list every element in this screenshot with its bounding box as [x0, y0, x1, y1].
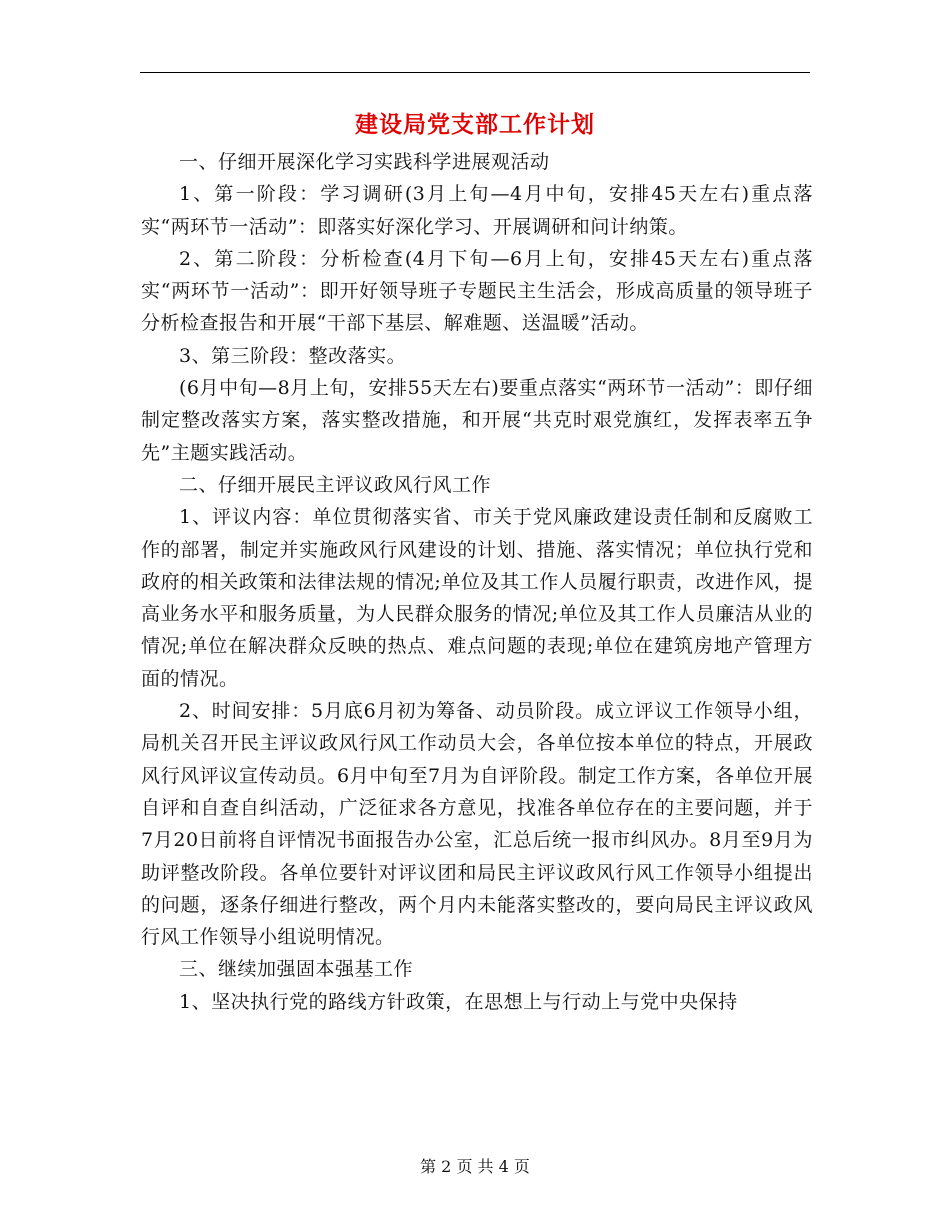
- page-number: 第 2 页 共 4 页: [420, 1157, 530, 1176]
- document-title: 建设局党支部工作计划: [355, 111, 595, 138]
- paragraph: (6月中旬—8月上旬，安排55天左右)要重点落实“两环节一活动”：即仔细制定整改落实方案，落实整改措施，和开展“共克时艰党旗红，发挥表率五争先”主题实践活动。: [141, 377, 813, 464]
- document-body: [141, 146, 813, 1018]
- paragraph: 2、第二阶段：分析检查(4月下旬—6月上旬，安排45天左右)重点落实“两环节一活动”：即开好领导班子专题民主生活会，形成高质量的领导班子分析检查报告和开展“干部下基层、解难题、送温暖”活动。: [141, 247, 813, 335]
- paragraph: 1、评议内容：单位贯彻落实省、市关于党风廉政建设责任制和反腐败工作的部署，制定并实施政风行风建设的计划、措施、落实情况；单位执行党和政府的相关政策和法律法规的情况;单位及其工作人员履行职责，改进作风，提高业务水平和服务质量，为人民群众服务的情况;单位及其工作人员廉洁从业的情况;单位在解决群众反映的热点、难点问题的表现;单位在建筑房地产管理方面的情况。: [141, 506, 813, 690]
- header-rule: [140, 72, 810, 73]
- section-heading-2: 二、仔细开展民主评议政风行风工作: [179, 473, 492, 496]
- section-heading-1: 一、仔细开展深化学习实践科学进展观活动: [179, 151, 550, 173]
- paragraph: 2、时间安排：5月底6月初为筹备、动员阶段。成立评议工作领导小组，局机关召开民主评议政风行风工作动员大会，各单位按本单位的特点，开展政风行风评议宣传动员。6月中旬至7月为自评阶段。制定工作方案，各单位开展自评和自查自纠活动，广泛征求各方意见，找准各单位存在的主要问题，并于7月20日前将自评情况书面报告办公室，汇总后统一报市纠风办。8月至9月为助评整改阶段。各单位要针对评议团和局民主评议政风行风工作领导小组提出的问题，逐条仔细进行整改，两个月内未能落实整改的，要向局民主评议政风行风工作领导小组说明情况。: [141, 700, 813, 949]
- section-heading-3: 三、继续加强固本强基工作: [179, 958, 414, 981]
- paragraph: 1、坚决执行党的路线方针政策，在思想上与行动上与党中央保持: [179, 990, 738, 1013]
- paragraph: 3、第三阶段：整改落实。: [179, 344, 407, 367]
- paragraph: 1、第一阶段：学习调研(3月上旬—4月中旬，安排45天左右)重点落实“两环节一活动”：即落实好深化学习、开展调研和问计纳策。: [141, 183, 813, 238]
